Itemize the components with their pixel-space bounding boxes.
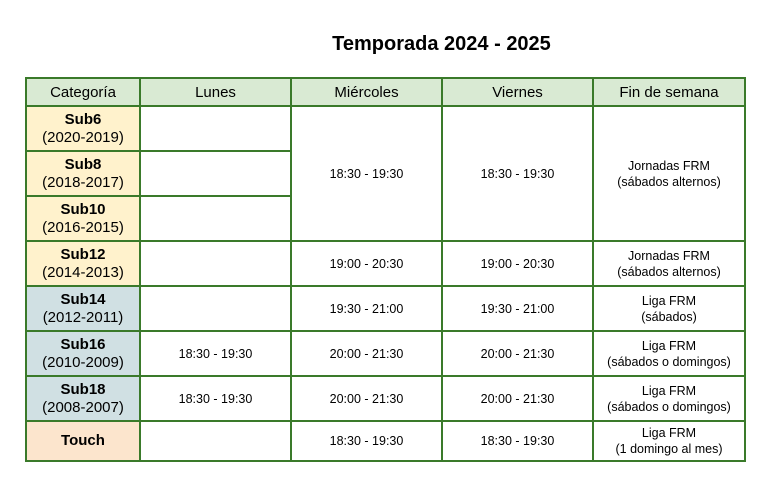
category-name: Sub16 [60, 335, 106, 353]
weekend-line1: Liga FRM [641, 426, 697, 440]
category-name: Touch [61, 432, 105, 449]
table-row-sub18 [26, 376, 745, 421]
header-viernes: Viernes [442, 78, 593, 106]
weekend-line1: Liga FRM [641, 293, 697, 308]
header-miercoles: Miércoles [291, 78, 442, 106]
table-row-sub16 [26, 331, 745, 376]
category-cell-sub16 [26, 331, 140, 376]
miercoles-cell-sub6-10: 18:30 - 19:30 [291, 106, 442, 241]
header-lunes: Lunes [140, 78, 291, 106]
category-years: (2018-2017) [42, 173, 124, 191]
category-cell-sub10 [26, 196, 140, 241]
viernes-cell-sub18: 20:00 - 21:30 [442, 376, 593, 421]
header-categoria: Categoría [26, 78, 140, 106]
viernes-cell-sub6-10: 18:30 - 19:30 [442, 106, 593, 241]
category-years: (2016-2015) [42, 218, 124, 236]
miercoles-cell-touch: 18:30 - 19:30 [291, 421, 442, 461]
weekend-line2: (sábados alternos) [617, 174, 721, 189]
header-fin-de-semana: Fin de semana [593, 78, 745, 106]
table-row-sub12 [26, 241, 745, 286]
lunes-cell-sub12 [140, 241, 291, 286]
category-years: (2012-2011) [42, 308, 124, 326]
category-years: (2010-2009) [42, 353, 124, 371]
weekend-line1: Jornadas FRM [628, 158, 710, 173]
viernes-cell-sub16: 20:00 - 21:30 [442, 331, 593, 376]
miercoles-cell-sub14: 19:30 - 21:00 [291, 286, 442, 331]
weekend-line2: (sábados alternos) [617, 264, 721, 279]
table-row-sub14 [26, 286, 745, 331]
schedule-table [25, 77, 746, 462]
table-row-touch [26, 421, 745, 461]
weekend-line2: (sábados) [641, 309, 697, 324]
lunes-cell-sub16: 18:30 - 19:30 [140, 331, 291, 376]
miercoles-cell-sub16: 20:00 - 21:30 [291, 331, 442, 376]
category-name: Sub18 [60, 380, 106, 398]
weekend-cell-sub12 [593, 241, 745, 286]
lunes-cell-sub6 [140, 106, 291, 151]
category-cell-sub14 [26, 286, 140, 331]
category-cell-touch [26, 421, 140, 461]
viernes-cell-sub12: 19:00 - 20:30 [442, 241, 593, 286]
weekend-cell-sub6-10 [593, 106, 745, 241]
weekend-line1: Liga FRM [641, 383, 697, 398]
category-years: (2008-2007) [42, 398, 124, 416]
category-cell-sub12 [26, 241, 140, 286]
weekend-cell-sub18 [593, 376, 745, 421]
lunes-cell-sub14 [140, 286, 291, 331]
lunes-cell-sub10 [140, 196, 291, 241]
header-row [26, 78, 745, 106]
category-cell-sub6 [26, 106, 140, 151]
category-cell-sub8 [26, 151, 140, 196]
category-name: Sub6 [64, 110, 102, 128]
viernes-cell-sub14: 19:30 - 21:00 [442, 286, 593, 331]
weekend-line2: (1 domingo al mes) [615, 442, 723, 456]
category-years: (2014-2013) [42, 263, 124, 281]
miercoles-cell-sub12: 19:00 - 20:30 [291, 241, 442, 286]
weekend-cell-touch [593, 421, 745, 461]
category-cell-sub18 [26, 376, 140, 421]
lunes-cell-sub8 [140, 151, 291, 196]
weekend-line1: Jornadas FRM [628, 248, 710, 263]
category-name: Sub10 [60, 200, 106, 218]
weekend-line2: (sábados o domingos) [607, 399, 731, 414]
category-name: Sub12 [60, 245, 106, 263]
table-row-sub6 [26, 106, 745, 151]
category-years: (2020-2019) [42, 128, 124, 146]
lunes-cell-sub18: 18:30 - 19:30 [140, 376, 291, 421]
page-title: Temporada 2024 - 2025 [332, 33, 551, 55]
category-name: Sub14 [60, 290, 106, 308]
miercoles-cell-sub18: 20:00 - 21:30 [291, 376, 442, 421]
category-name: Sub8 [64, 155, 102, 173]
viernes-cell-touch: 18:30 - 19:30 [442, 421, 593, 461]
weekend-line1: Liga FRM [641, 338, 697, 353]
weekend-cell-sub16 [593, 331, 745, 376]
lunes-cell-touch [140, 421, 291, 461]
weekend-cell-sub14 [593, 286, 745, 331]
weekend-line2: (sábados o domingos) [607, 354, 731, 369]
